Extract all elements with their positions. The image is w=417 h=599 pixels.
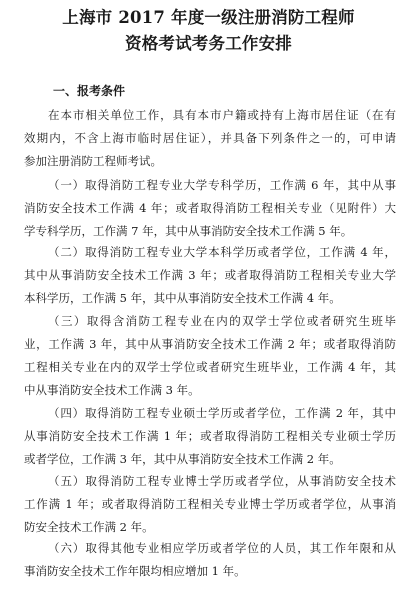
paragraph-line: （四）取得消防工程专业硕士学历或者学位，工作满 2 年，其中	[48, 406, 396, 420]
paragraph-line: 消防安全技术工作满 4 年；或者取得消防工程相关专业（见附件）大	[24, 201, 396, 215]
paragraph-line: （五）取得消防工程专业博士学历或者学位，从事消防安全技术	[48, 474, 396, 488]
paragraph-line: （一）取得消防工程专业大学专科学历，工作满 6 年，其中从事	[48, 178, 396, 192]
paragraph-condition-5	[24, 470, 396, 539]
paragraph-line: 中从事消防安全技术工作满 3 年。	[24, 383, 200, 397]
paragraph-line: 其中从事消防安全技术工作满 3 年；或者取得消防工程相关专业大学	[24, 268, 396, 282]
paragraph-intro	[24, 104, 396, 173]
paragraph-line: 工程相关专业在内的双学士学位或者研究生班毕业，工作满 4 年，其	[24, 360, 396, 374]
paragraph-line: （二）取得消防工程专业大学本科学历或者学位，工作满 4 年，	[48, 245, 396, 259]
paragraph-line: （三）取得含消防工程专业在内的双学士学位或者研究生班毕	[48, 314, 396, 328]
paragraph-condition-6	[24, 537, 396, 583]
paragraph-line: 防安全技术工作满 2 年。	[24, 520, 154, 534]
paragraph-condition-1	[24, 174, 396, 243]
paragraph-line: 从事消防安全技术工作满 1 年；或者取得消防工程相关专业硕士学历	[24, 429, 396, 443]
paragraph-condition-4	[24, 402, 396, 471]
document-title-line-2: 资格考试考务工作安排	[125, 34, 292, 53]
document-title-line-1: 上海市 2017 年度一级注册消防工程师	[62, 8, 355, 27]
paragraph-condition-2	[24, 241, 396, 310]
paragraph-line: （六）取得其他专业相应学历或者学位的人员，其工作年限和从	[48, 541, 396, 555]
paragraph-line: 业，工作满 3 年，其中从事消防安全技术工作满 2 年；或者取得消防	[24, 337, 396, 351]
section-heading-registration-conditions: 一、报考条件	[53, 84, 126, 98]
paragraph-line: 在本市相关单位工作，具有本市户籍或持有上海市居住证（在有	[48, 108, 396, 122]
paragraph-line: 工作满 1 年；或者取得消防工程相关专业博士学历或者学位，从事消	[24, 497, 396, 511]
paragraph-line: 参加注册消防工程师考试。	[24, 154, 162, 168]
paragraph-line: 或者学位，工作满 3 年，其中从事消防安全技术工作满 2 年。	[24, 452, 341, 466]
paragraph-condition-3	[24, 310, 396, 402]
paragraph-line: 事消防安全技术工作年限均相应增加 1 年。	[24, 564, 246, 578]
paragraph-line: 学专科学历，工作满 7 年，其中从事消防安全技术工作满 5 年。	[24, 224, 353, 238]
paragraph-line: 本科学历，工作满 5 年，其中从事消防安全技术工作满 4 年。	[24, 291, 341, 305]
paragraph-line: 效期内，不含上海市临时居住证），并具备下列条件之一的，可申请	[24, 131, 396, 145]
